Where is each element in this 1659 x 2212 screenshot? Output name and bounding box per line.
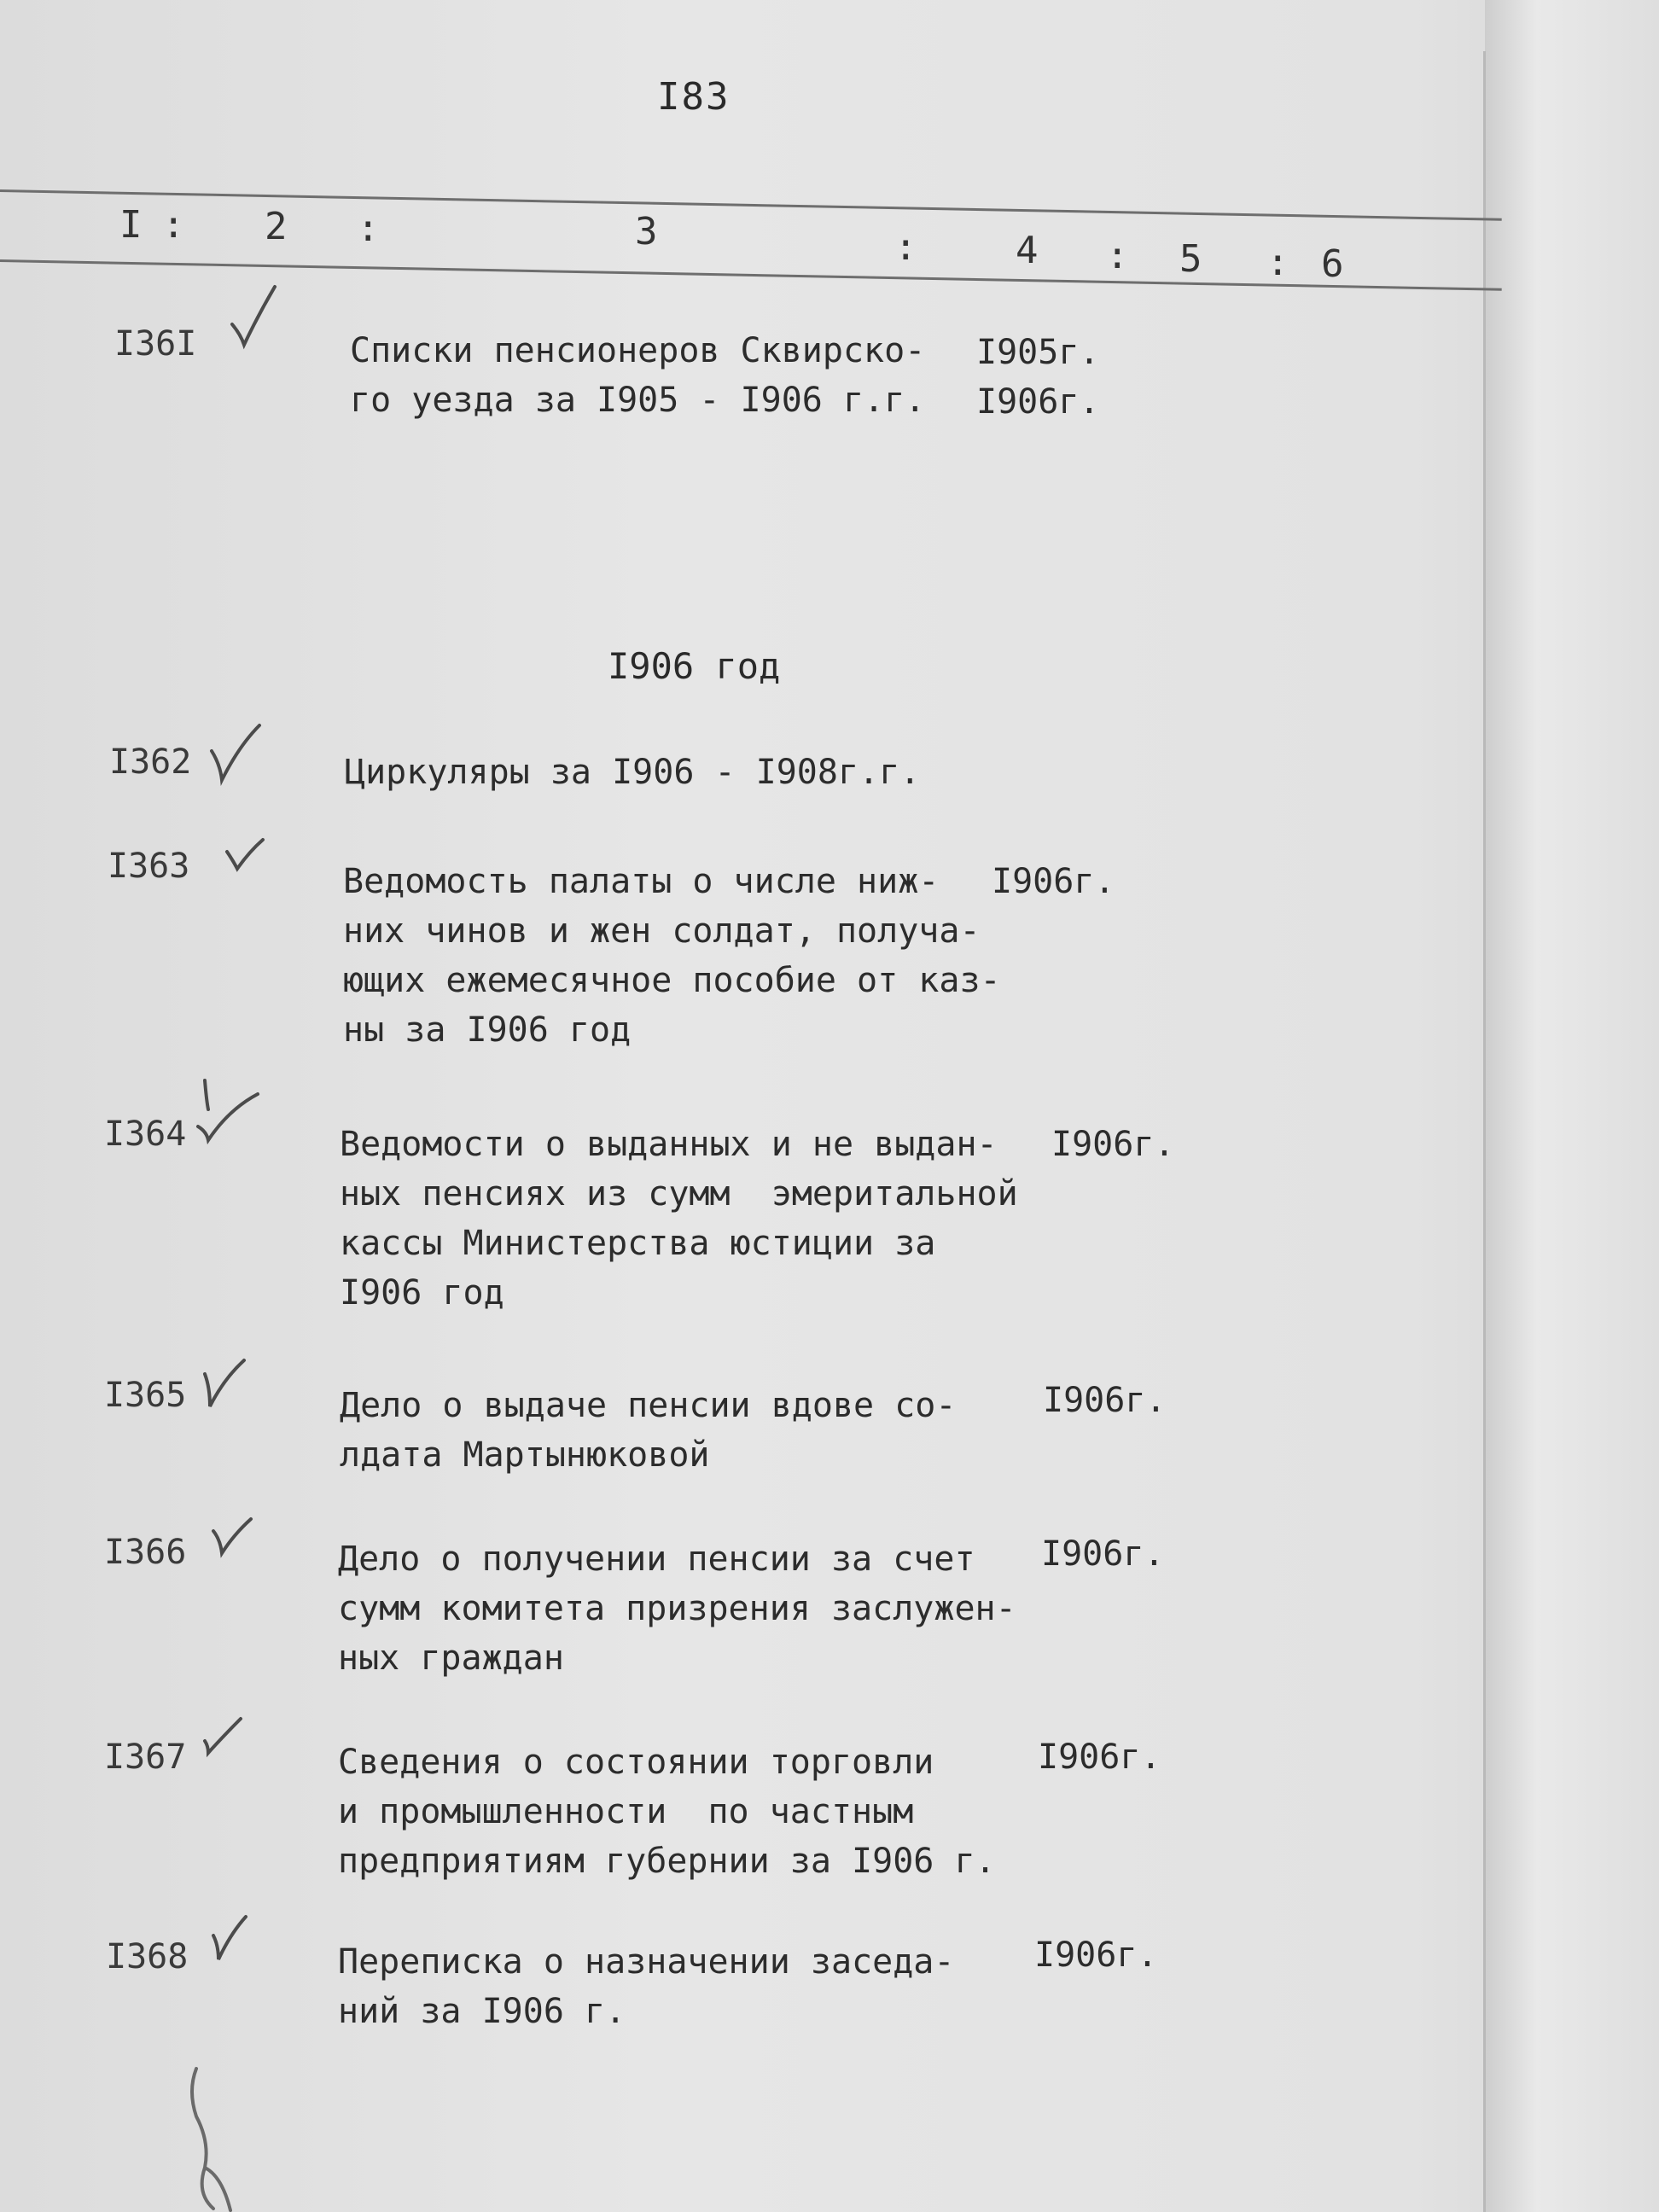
section-title: I906 год (608, 645, 781, 687)
entry-description: Переписка о назначении заседа- ний за I906 г. (338, 1942, 955, 2031)
table-header-rule-top (0, 189, 1502, 221)
handwritten-margin-mark (171, 2065, 247, 2212)
checkmark-icon (195, 1075, 271, 1152)
column-header-4: 4 (1016, 229, 1039, 272)
checkmark-icon (207, 1908, 283, 1985)
entry-date: I906г. (1038, 1738, 1161, 1777)
page-number: I83 (657, 75, 731, 119)
entry-description: Списки пенсионеров Сквирско- го уезда за I905 - I906 г.г. (350, 331, 926, 420)
entry-description: Дело о выдаче пенсии вдове со- лдата Мартынюковой (340, 1386, 957, 1475)
column-header-5: 5 (1179, 237, 1202, 281)
checkmark-icon (220, 835, 297, 911)
entry-date: I905г. I906г. (976, 333, 1100, 422)
entry-date: I906г. (1043, 1381, 1167, 1420)
column-header-2: 2 (265, 205, 288, 248)
column-header-separator: : (1266, 241, 1289, 284)
entry-number: I363 (108, 847, 190, 886)
page-edge-line (1483, 51, 1486, 2212)
column-header-separator: : (1106, 234, 1129, 277)
entry-number: I364 (104, 1115, 187, 1154)
page-edge-shadow (1485, 0, 1659, 2212)
column-header-3: 3 (635, 210, 658, 253)
checkmark-icon (205, 717, 282, 794)
entry-description: Сведения о состоянии торговли и промышленности по частным предприятиям губернии за I906 г. (338, 1743, 996, 1881)
entry-number: I367 (104, 1738, 187, 1777)
column-header-6: 6 (1321, 242, 1344, 286)
entry-number: I366 (104, 1533, 187, 1572)
entry-number: I362 (109, 742, 192, 782)
checkmark-icon (224, 282, 300, 358)
checkmark-icon (207, 1505, 283, 1582)
entry-date: I906г. (1041, 1534, 1165, 1574)
entry-number: I368 (106, 1937, 189, 1976)
entry-description: Ведомости о выданных и не выдан- ных пенсиях из сумм эмеритальной кассы Министерства юстиции за I906 год (340, 1125, 1018, 1313)
column-header-separator: : (894, 225, 917, 269)
column-header-separator: : (357, 207, 380, 250)
entry-description: Циркуляры за I906 - I908г.г. (345, 753, 921, 792)
checkmark-icon (198, 1712, 275, 1789)
entry-description: Ведомость палаты о числе ниж- них чинов и жен солдат, получа- ющих ежемесячное пособие от каз- ны за I906 год (343, 862, 1001, 1050)
checkmark-icon (196, 1353, 273, 1430)
entry-number: I36I (114, 324, 197, 364)
column-header-1: I (119, 203, 143, 247)
entry-date: I906г. (1034, 1936, 1158, 1975)
entry-date: I906г. (992, 862, 1115, 901)
entry-number: I365 (104, 1376, 187, 1415)
column-header-separator: : (162, 203, 185, 247)
entry-date: I906г. (1051, 1125, 1175, 1164)
entry-description: Дело о получении пенсии за счет сумм комитета призрения заслужен- ных граждан (338, 1540, 1016, 1678)
